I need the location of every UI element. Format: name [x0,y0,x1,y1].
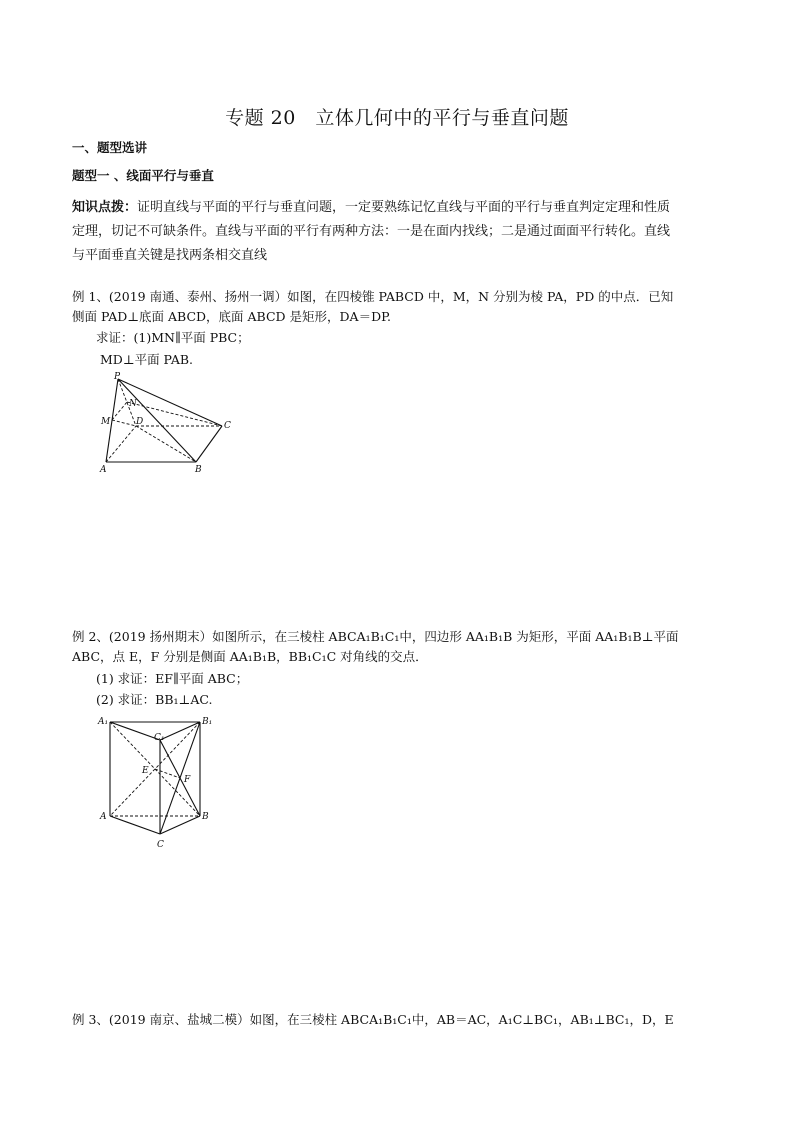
example-1 [72,287,728,327]
label-C: C [224,421,231,431]
label-A: A [100,465,107,475]
knowledge-line-1: 证明直线与平面的平行与垂直问题，一定要熟练记忆直线与平面的平行与垂直判定定理和性质 [137,200,671,215]
label-C: C [157,840,164,850]
example-2-question-2: (2) 求证：BB₁⊥AC. [96,692,213,707]
example-2-question-1: (1) 求证：EF∥平面 ABC； [96,671,249,686]
edge-AC [110,816,160,834]
example-2-line-1: 例 2、(2019 扬州期末）如图所示，在三棱柱 ABCA₁B₁C₁中，四边形 AA₁B₁B 为矩形，平面 AA₁B₁B⊥平面 [72,629,679,644]
label-C1: C₁ [154,733,165,743]
label-N: N [129,399,137,409]
edge-PB [118,379,196,462]
edge-A1C1 [110,722,160,740]
knowledge-line-2: 定理，切记不可缺条件。直线与平面的平行有两种方法：一是在面内找线；二是通过面面平行转化。直线 [72,224,671,239]
label-P: P [114,372,121,382]
pyramid-figure [96,370,241,478]
knowledge-paragraph [72,196,728,268]
section-heading: 一、题型选讲 [72,140,148,155]
label-F: F [184,775,191,785]
label-B1: B₁ [202,717,213,727]
label-B: B [195,465,202,475]
label-B: B [202,812,209,822]
example-1-question-2: MD⊥平面 PAB. [100,352,193,367]
label-D: D [136,417,144,427]
example-1-question-1: 求证：(1)MN∥平面 PBC； [96,330,250,345]
label-A: A [100,812,107,822]
label-A1: A₁ [98,717,109,727]
example-1-line-1: 例 1、(2019 南通、泰州、扬州一调）如图，在四棱锥 PABCD 中，M，N 分别为棱 PA，PD 的中点．已知 [72,289,674,304]
label-M: M [101,417,111,427]
segment-MD [112,420,136,426]
edge-BC [196,426,222,462]
page-title: 专题 20 立体几何中的平行与垂直问题 [225,107,569,129]
example-3-line-1: 例 3、(2019 南京、盐城二模）如图，在三棱柱 ABCA₁B₁C₁中，AB＝AC，A₁C⊥BC₁，AB₁⊥BC₁，D，E [72,1012,674,1027]
example-1-line-2: 侧面 PAD⊥底面 ABCD，底面 ABCD 是矩形，DA＝DP. [72,309,391,324]
example-2 [72,627,728,667]
knowledge-line-3: 与平面垂直关键是找两条相交直线 [72,248,268,263]
prism-figure [96,712,216,852]
type-heading: 题型一 、线面平行与垂直 [72,168,214,183]
example-2-line-2: ABC，点 E，F 分别是侧面 AA₁B₁B，BB₁C₁C 对角线的交点． [72,649,428,664]
knowledge-label: 知识点拨： [72,200,138,215]
diag-DB [136,426,196,462]
label-E: E [142,766,149,776]
